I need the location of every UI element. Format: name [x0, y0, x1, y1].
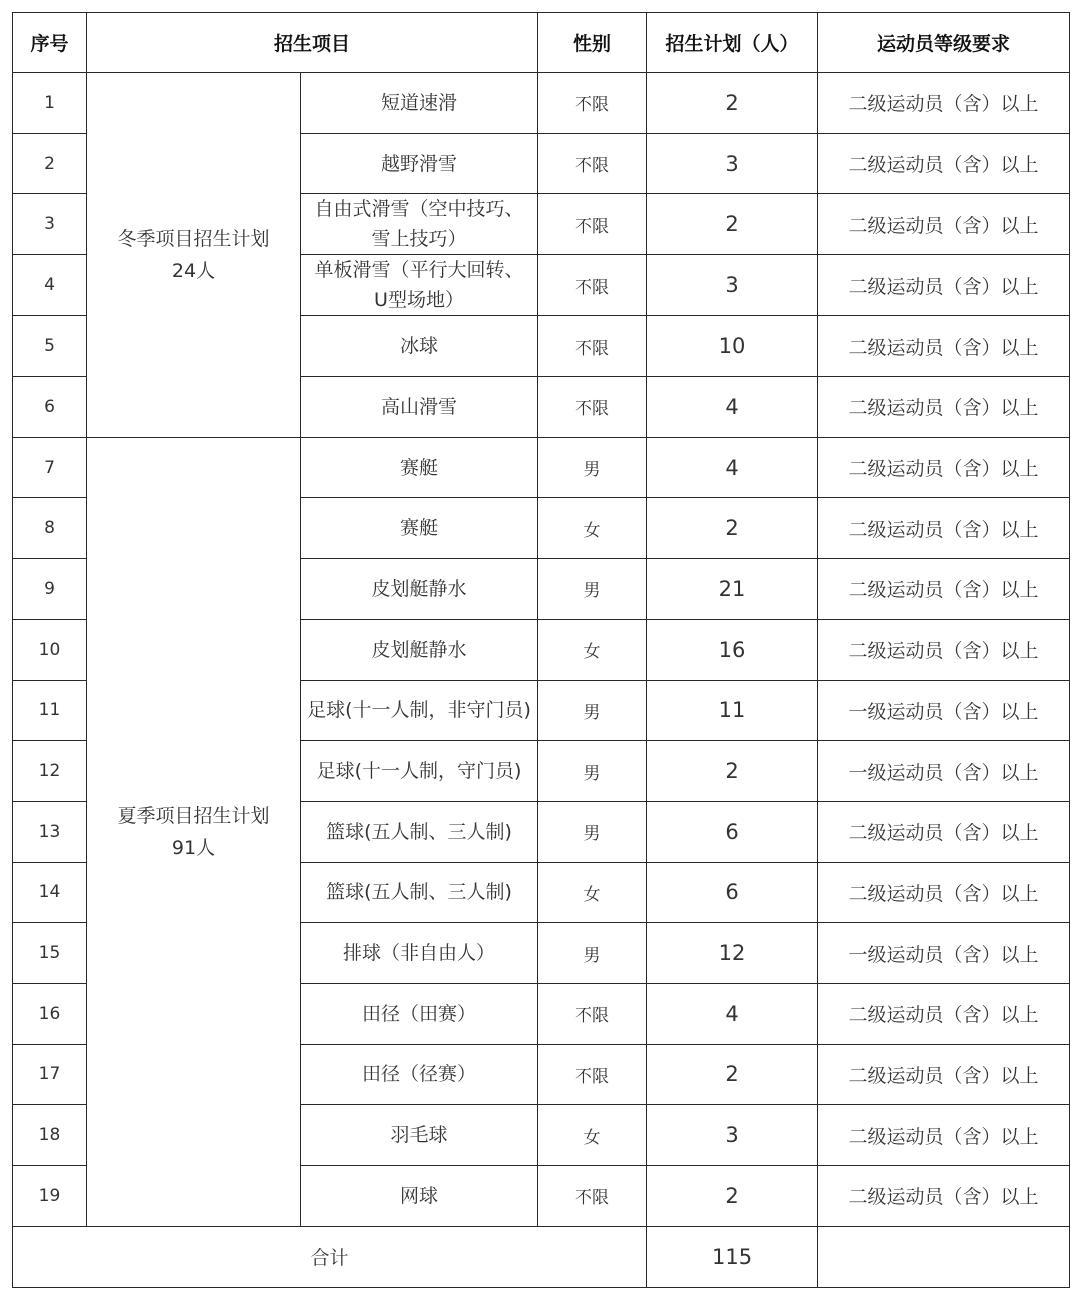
- project-name: 皮划艇静水: [301, 559, 538, 620]
- sex-value: 男: [538, 741, 647, 802]
- project-name: 羽毛球: [301, 1105, 538, 1166]
- sex-value: 不限: [538, 194, 647, 255]
- project-name: 田径（田赛）: [301, 983, 538, 1044]
- plan-count: 2: [647, 498, 818, 559]
- row-index: 16: [13, 983, 87, 1044]
- level-requirement: 二级运动员（含）以上: [818, 1166, 1070, 1227]
- project-name: 自由式滑雪（空中技巧、 雪上技巧）: [301, 194, 538, 255]
- row-index: 1: [13, 73, 87, 134]
- row-index: 5: [13, 316, 87, 377]
- sex-value: 不限: [538, 983, 647, 1044]
- row-index: 15: [13, 923, 87, 984]
- header-index: 序号: [13, 13, 87, 73]
- project-name: 高山滑雪: [301, 377, 538, 438]
- project-name: 足球(十一人制，非守门员): [301, 680, 538, 741]
- level-requirement: 二级运动员（含）以上: [818, 437, 1070, 498]
- sex-value: 不限: [538, 73, 647, 134]
- row-index: 4: [13, 255, 87, 316]
- project-name: 单板滑雪（平行大回转、 U型场地）: [301, 255, 538, 316]
- project-name: 越野滑雪: [301, 133, 538, 194]
- project-name: 皮划艇静水: [301, 619, 538, 680]
- plan-count: 2: [647, 73, 818, 134]
- level-requirement: 二级运动员（含）以上: [818, 801, 1070, 862]
- project-name: 足球(十一人制，守门员): [301, 741, 538, 802]
- row-index: 17: [13, 1044, 87, 1105]
- group-label: 冬季项目招生计划 24人: [87, 73, 301, 438]
- project-name: 赛艇: [301, 498, 538, 559]
- plan-count: 2: [647, 1044, 818, 1105]
- plan-count: 2: [647, 1166, 818, 1227]
- level-requirement: 二级运动员（含）以上: [818, 377, 1070, 438]
- level-requirement: 二级运动员（含）以上: [818, 983, 1070, 1044]
- project-name: 网球: [301, 1166, 538, 1227]
- plan-count: 10: [647, 316, 818, 377]
- row-index: 14: [13, 862, 87, 923]
- project-name: 田径（径赛）: [301, 1044, 538, 1105]
- row-index: 10: [13, 619, 87, 680]
- total-value: 115: [647, 1226, 818, 1287]
- level-requirement: 二级运动员（含）以上: [818, 194, 1070, 255]
- level-requirement: 二级运动员（含）以上: [818, 316, 1070, 377]
- sex-value: 不限: [538, 1044, 647, 1105]
- total-row: [13, 1226, 1070, 1287]
- row-index: 13: [13, 801, 87, 862]
- sex-value: 男: [538, 680, 647, 741]
- level-requirement: 二级运动员（含）以上: [818, 498, 1070, 559]
- plan-count: 6: [647, 801, 818, 862]
- header-sex: 性别: [538, 13, 647, 73]
- total-requirement: [818, 1226, 1070, 1287]
- sex-value: 不限: [538, 377, 647, 438]
- total-label: 合计: [13, 1226, 647, 1287]
- table-row: [13, 73, 1070, 134]
- table-row: [13, 437, 1070, 498]
- project-name: 冰球: [301, 316, 538, 377]
- plan-count: 3: [647, 1105, 818, 1166]
- row-index: 12: [13, 741, 87, 802]
- level-requirement: 二级运动员（含）以上: [818, 1044, 1070, 1105]
- row-index: 19: [13, 1166, 87, 1227]
- row-index: 8: [13, 498, 87, 559]
- row-index: 7: [13, 437, 87, 498]
- header-requirement: 运动员等级要求: [818, 13, 1070, 73]
- row-index: 3: [13, 194, 87, 255]
- plan-count: 6: [647, 862, 818, 923]
- project-name: 篮球(五人制、三人制): [301, 862, 538, 923]
- sex-value: 女: [538, 862, 647, 923]
- sex-value: 男: [538, 801, 647, 862]
- plan-count: 4: [647, 437, 818, 498]
- sex-value: 不限: [538, 133, 647, 194]
- sex-value: 不限: [538, 316, 647, 377]
- project-name: 排球（非自由人）: [301, 923, 538, 984]
- project-name: 短道速滑: [301, 73, 538, 134]
- sex-value: 男: [538, 923, 647, 984]
- level-requirement: 二级运动员（含）以上: [818, 73, 1070, 134]
- plan-count: 4: [647, 983, 818, 1044]
- plan-count: 16: [647, 619, 818, 680]
- level-requirement: 二级运动员（含）以上: [818, 559, 1070, 620]
- plan-count: 4: [647, 377, 818, 438]
- plan-count: 2: [647, 194, 818, 255]
- project-name: 篮球(五人制、三人制): [301, 801, 538, 862]
- plan-count: 11: [647, 680, 818, 741]
- plan-count: 2: [647, 741, 818, 802]
- sex-value: 男: [538, 437, 647, 498]
- enrollment-plan-table: [12, 12, 1070, 1288]
- plan-count: 21: [647, 559, 818, 620]
- group-label: 夏季项目招生计划 91人: [87, 437, 301, 1226]
- sex-value: 女: [538, 498, 647, 559]
- level-requirement: 一级运动员（含）以上: [818, 680, 1070, 741]
- level-requirement: 二级运动员（含）以上: [818, 619, 1070, 680]
- sex-value: 女: [538, 619, 647, 680]
- row-index: 18: [13, 1105, 87, 1166]
- header-project: 招生项目: [87, 13, 538, 73]
- project-name: 赛艇: [301, 437, 538, 498]
- row-index: 9: [13, 559, 87, 620]
- plan-count: 3: [647, 133, 818, 194]
- header-plan: 招生计划（人）: [647, 13, 818, 73]
- sex-value: 女: [538, 1105, 647, 1166]
- sex-value: 不限: [538, 255, 647, 316]
- header-row: [13, 13, 1070, 73]
- row-index: 2: [13, 133, 87, 194]
- sex-value: 不限: [538, 1166, 647, 1227]
- level-requirement: 一级运动员（含）以上: [818, 923, 1070, 984]
- sex-value: 男: [538, 559, 647, 620]
- row-index: 11: [13, 680, 87, 741]
- level-requirement: 二级运动员（含）以上: [818, 862, 1070, 923]
- plan-count: 3: [647, 255, 818, 316]
- row-index: 6: [13, 377, 87, 438]
- level-requirement: 二级运动员（含）以上: [818, 133, 1070, 194]
- level-requirement: 二级运动员（含）以上: [818, 255, 1070, 316]
- plan-count: 12: [647, 923, 818, 984]
- level-requirement: 一级运动员（含）以上: [818, 741, 1070, 802]
- level-requirement: 二级运动员（含）以上: [818, 1105, 1070, 1166]
